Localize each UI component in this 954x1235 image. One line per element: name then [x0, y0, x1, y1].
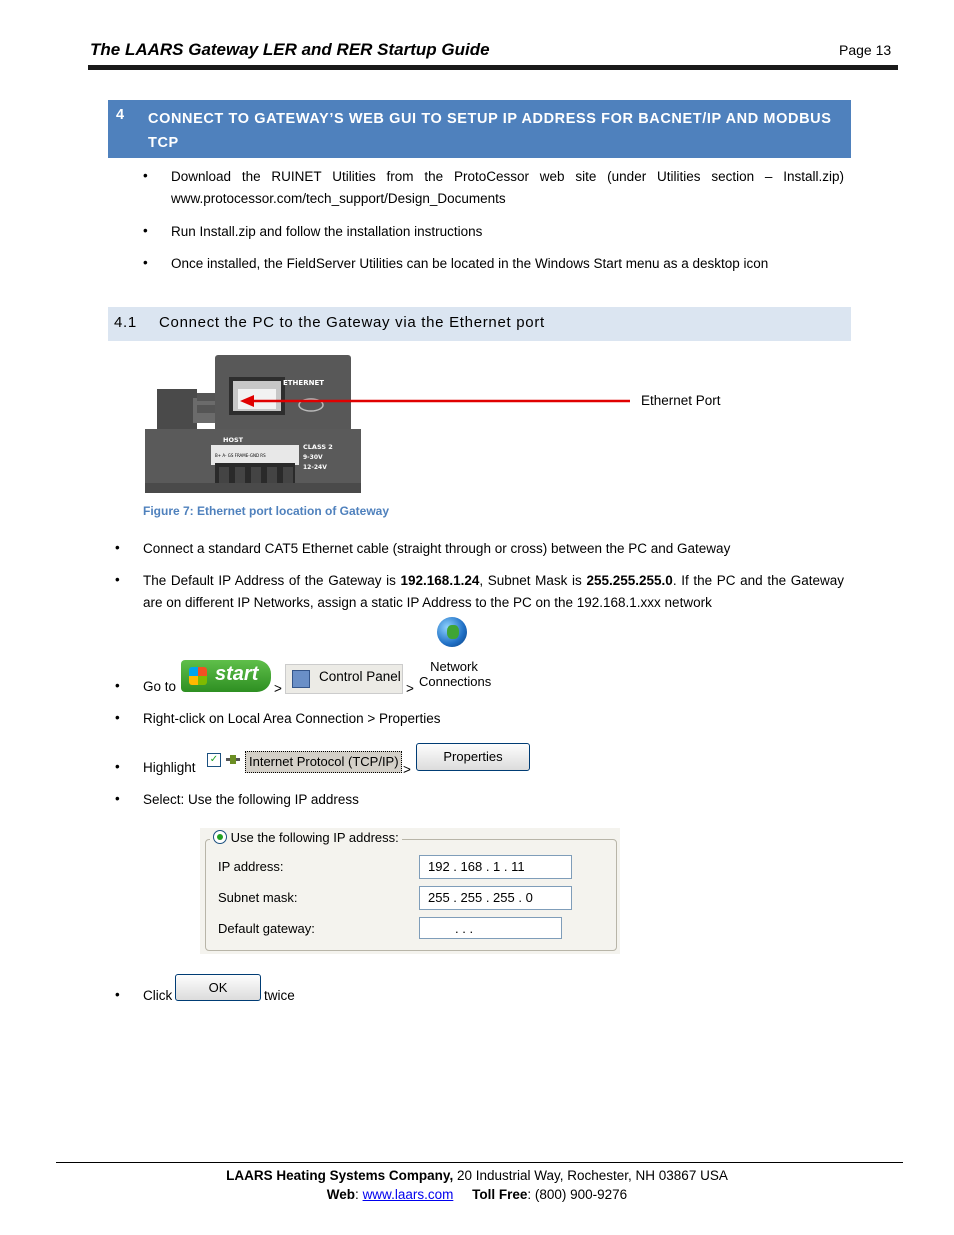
separator: > — [274, 681, 282, 696]
section-number: 4 — [116, 107, 125, 123]
protocol-icon-plug — [230, 755, 236, 764]
tollfree-number: : (800) 900-9276 — [527, 1187, 628, 1202]
callout-arrow — [240, 393, 632, 409]
text-span: . If the PC and the Gateway are on different IP Networks, assign a static IP Address to the PC on the 192.168.1.xxx network — [143, 573, 845, 610]
ethernet-port-label: ETHERNET — [283, 379, 325, 387]
bullet-dot: • — [143, 255, 148, 270]
network-line1: Network — [430, 659, 478, 674]
windows-logo-icon — [189, 667, 207, 685]
web-label: Web — [326, 1187, 356, 1202]
page-number: Page 13 — [839, 42, 892, 58]
bullet-dot: • — [115, 678, 120, 693]
document-title: The LAARS Gateway LER and RER Startup Guide — [90, 40, 490, 59]
host-label: HOST — [223, 436, 244, 444]
bullet-default-ip — [143, 570, 844, 614]
bullet-download: Download the RUINET Utilities from the ProtoCessor web site (under Utilities section – Install.zip) www.protocessor.com/tech_support/Design_Documents — [171, 169, 844, 206]
separator: > — [403, 762, 411, 777]
control-panel-icon — [292, 670, 310, 688]
bullet-dot: • — [115, 791, 120, 806]
ip-settings-dialog — [200, 828, 620, 954]
subsection-title: Connect the PC to the Gateway via the Ethernet port — [159, 314, 545, 331]
bullet-dot: • — [115, 572, 120, 587]
bullet-dot: • — [115, 987, 120, 1002]
ip-radio-row — [210, 830, 402, 845]
start-label: start — [215, 663, 259, 685]
network-connections-icon — [437, 617, 469, 653]
properties-button-image: Properties — [416, 743, 530, 771]
website-link[interactable]: www.laars.com — [362, 1187, 454, 1202]
default-gateway-field: . . . — [419, 917, 562, 939]
company-address: 20 Industrial Way, Rochester, NH 03867 USA — [453, 1168, 728, 1183]
voltage-dc-label: 9-30V — [303, 454, 323, 461]
bullet-dot: • — [143, 168, 148, 183]
tcpip-list-item: Internet Protocol (TCP/IP) — [245, 751, 402, 773]
network-connections-label — [419, 659, 492, 689]
radio-label: Use the following IP address: — [230, 830, 399, 845]
default-gateway-label: Default gateway: — [218, 921, 315, 936]
protocol-icon — [226, 755, 242, 765]
bullet-dot: • — [115, 710, 120, 725]
control-panel-label: Control Panel — [319, 669, 401, 684]
text-span: , Subnet Mask is — [479, 573, 587, 588]
bullet-dot: • — [115, 759, 120, 774]
gateway-device-image — [143, 353, 363, 495]
text-span: The Default IP Address of the Gateway is — [143, 573, 401, 588]
tollfree-label: Toll Free — [472, 1187, 528, 1202]
section-4-1-heading — [108, 307, 851, 341]
company-name: LAARS Heating Systems Company, — [226, 1168, 454, 1183]
separator: > — [406, 681, 414, 696]
subnet-mask-value: 255.255.255.0 — [586, 573, 673, 588]
section-title: CONNECT TO GATEWAY’S WEB GUI TO SETUP IP ADDRESS FOR BACNET/IP AND MODBUS TCP — [148, 111, 832, 151]
ip-address-label: IP address: — [218, 859, 284, 874]
highlight-prefix: Highlight — [143, 760, 196, 775]
goto-prefix: Go to — [143, 679, 177, 694]
globe-land — [447, 625, 459, 639]
bullet-select: Select: Use the following IP address — [143, 792, 359, 807]
click-suffix: twice — [264, 988, 295, 1003]
figure-caption: Figure 7: Ethernet port location of Gateway — [143, 504, 390, 518]
bullet-dot: • — [115, 540, 120, 555]
footer-address — [0, 1168, 954, 1183]
bullet-connect-cable: Connect a standard CAT5 Ethernet cable (straight through or cross) between the PC and Gateway — [143, 541, 731, 556]
section-4-heading — [108, 100, 851, 158]
radio-selected-icon — [213, 830, 227, 844]
footer-rule — [56, 1162, 903, 1163]
subnet-mask-field: 255 . 255 . 255 . 0 — [419, 886, 572, 910]
ok-button-image: OK — [175, 974, 261, 1001]
footer-contact: Web: www.laars.com Toll Free: (800) 900-9276 — [326, 1187, 628, 1202]
ip-address-field: 192 . 168 . 1 . 11 — [419, 855, 572, 879]
class-label: CLASS 2 — [303, 443, 333, 451]
callout-label: Ethernet Port — [641, 393, 721, 408]
terminal-pins-label: B+ A- GS FRAME-GND RS — [215, 453, 266, 458]
checkbox-checked-icon: ✓ — [207, 753, 221, 767]
default-ip-value: 192.168.1.24 — [400, 573, 480, 588]
click-prefix: Click — [143, 988, 173, 1003]
header-rule — [88, 65, 898, 70]
bullet-right-click: Right-click on Local Area Connection > Properties — [143, 711, 441, 726]
subsection-number: 4.1 — [114, 314, 137, 331]
subnet-mask-label: Subnet mask: — [218, 890, 298, 905]
bullet-installed: Once installed, the FieldServer Utilities can be located in the Windows Start menu as a desktop icon — [171, 256, 769, 271]
bullet-run: Run Install.zip and follow the installation instructions — [171, 224, 483, 239]
bullet-dot: • — [143, 223, 148, 238]
voltage-ac-label: 12-24V — [303, 464, 327, 471]
control-panel-image — [285, 664, 403, 694]
network-line2: Connections — [419, 674, 492, 689]
start-button-image — [181, 660, 271, 692]
